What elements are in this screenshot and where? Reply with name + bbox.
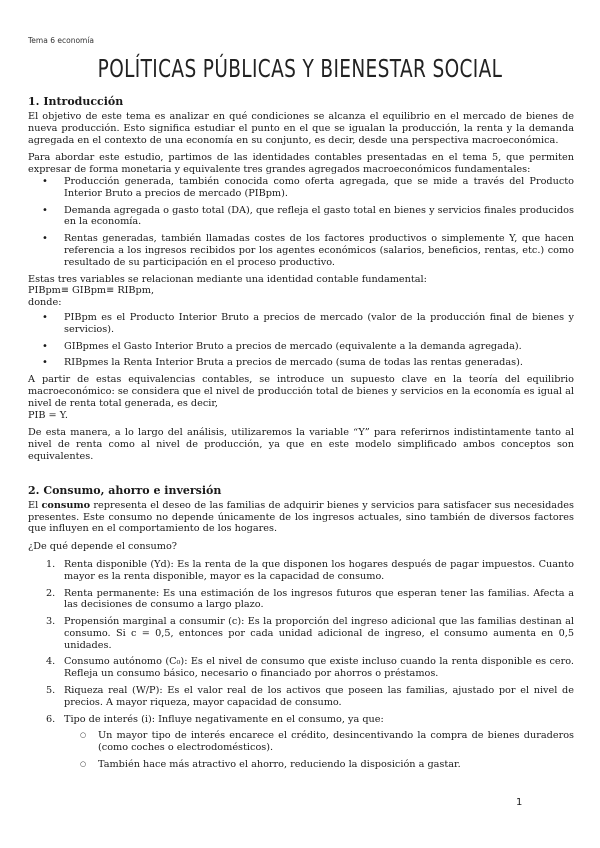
consumption-paragraph — [28, 500, 574, 535]
relation-line: Estas tres variables se relacionan mediante una identidad contable fundamental: — [28, 273, 427, 285]
consumption-term: consumo — [41, 499, 91, 511]
list-number: 4. — [46, 656, 56, 668]
consumption-lead: El — [28, 499, 42, 511]
list-item: • Producción generada, también conocida como oferta agregada, que se mide a través del Producto Interior Bruto a precios de mercado (PIBpm). — [28, 176, 574, 200]
document-body — [28, 95, 574, 776]
list-item — [28, 714, 574, 771]
list-item — [28, 685, 574, 709]
list-number: 6. — [46, 713, 56, 725]
assumption-paragraph: A partir de estas equivalencias contables, se introduce un supuesto clave en la teoría del equilibrio macroeconómico: se considera que el nivel de producción total de bienes y servicios en la economía es igual al nivel de renta total generada, es decir, — [28, 374, 574, 409]
assumption-formula: PIB = Y. — [28, 409, 68, 421]
header-note: Tema 6 economía — [28, 36, 95, 45]
list-item-text: Consumo autónomo (C₀): Es el nivel de consumo que existe incluso cuando la renta disponible es cero. Refleja un consumo básico, necesario o financiado por ahorros o préstamos. — [64, 656, 574, 680]
interest-effects-list — [64, 730, 574, 770]
list-item — [28, 616, 574, 651]
identity-formula: PIBpm≡ GIBpm≡ RIBpm, — [28, 285, 155, 297]
list-item-text: Riqueza real (W/P): Es el valor real de los activos que poseen las familias, ajustado por el nivel de precios. A mayor riqueza, mayor capacidad de consumo. — [64, 685, 574, 708]
where-label: donde: — [28, 297, 62, 309]
list-item: • Rentas generadas, también llamadas costes de los factores productivos o simplemente Y, que hacen referencia a los ingresos recibidos por los agentes económicos (salarios, beneficios, rentas, etc.) como resultado de su participación en el proceso productivo. — [28, 233, 574, 268]
list-number: 1. — [46, 558, 56, 570]
list-number: 2. — [46, 587, 56, 599]
section-1-heading: 1. Introducción — [28, 95, 124, 108]
section-2-heading: 2. Consumo, ahorro e inversión — [28, 483, 222, 497]
definitions-list — [28, 312, 574, 369]
list-item-text: Renta disponible (Yd): Es la renta de la que disponen los hogares después de pagar impuestos. Cuanto mayor es la renta disponible, mayor es la capacidad de consumo. — [64, 558, 574, 582]
list-item: • PIBpm es el Producto Interior Bruto a precios de mercado (valor de la producción final de bienes y servicios). — [28, 312, 574, 336]
aggregates-list — [28, 176, 574, 269]
intro-paragraph: El objetivo de este tema es analizar en qué condiciones se alcanza el equilibrio en el mercado de bienes de nueva producción. Esto significa estudiar el punto en el que se igualan la producción, la renta y la demanda agregada en el contexto de una economía en su conjunto, es decir, desde una perspectiva macroeconómica. — [28, 111, 574, 146]
list-number: 5. — [46, 685, 56, 697]
list-item-text: Propensión marginal a consumir (c): Es la proporción del ingreso adicional que las familias destinan al consumo. Si c = 0,5, entonces por cada unidad adicional de ingreso, el consumo aumenta en 0,5 unidades. — [64, 616, 574, 651]
list-item: • Demanda agregada o gasto total (DA), que refleja el gasto total en bienes y servicios finales producidos en la economía. — [28, 205, 574, 229]
consumption-question: ¿De qué depende el consumo? — [28, 541, 177, 553]
identities-paragraph: Para abordar este estudio, partimos de las identidades contables presentadas en el tema 5, que permiten expresar de forma monetaria y equivalente tres grandes agregados macroeconómicos fundamentales: — [28, 152, 574, 176]
list-item: ○ También hace más atractivo el ahorro, reduciendo la disposición a gastar. — [64, 759, 574, 771]
consumption-text: representa el deseo de las familias de adquirir bienes y servicios para satisfacer sus necesidades presentes. Este consumo no depende únicamente de los ingresos actuales, sino también de diversos factores que influyen en el comportamiento de los hogares. — [28, 499, 574, 535]
list-item-text: Renta permanente: Es una estimación de los ingresos futuros que esperan tener las familias. Afecta a las decisiones de consumo a largo plazo. — [64, 587, 574, 611]
list-item — [28, 656, 574, 680]
list-item — [28, 588, 574, 612]
list-item: • GIBpmes el Gasto Interior Bruto a precios de mercado (equivalente a la demanda agregada). — [28, 341, 574, 353]
closing-paragraph: De esta manera, a lo largo del análisis, utilizaremos la variable “Y” para referirnos indistintamente tanto al nivel de renta como al nivel de producción, ya que en este modelo simplificado ambos conceptos son equivalentes. — [28, 427, 574, 462]
page-title: POLÍTICAS PÚBLICAS Y BIENESTAR SOCIAL — [97, 54, 503, 83]
list-item: ○ Un mayor tipo de interés encarece el crédito, desincentivando la compra de bienes duraderos (como coches o electrodomésticos). — [64, 730, 574, 754]
list-item — [28, 559, 574, 583]
consumption-factors-list — [28, 559, 574, 771]
list-item: • RIBpmes la Renta Interior Bruta a precios de mercado (suma de todas las rentas generadas). — [28, 357, 574, 369]
page-number: 1 — [516, 797, 523, 808]
list-item-text: Tipo de interés (i): Influye negativamente en el consumo, ya que: — [64, 713, 384, 725]
list-number: 3. — [46, 616, 56, 628]
